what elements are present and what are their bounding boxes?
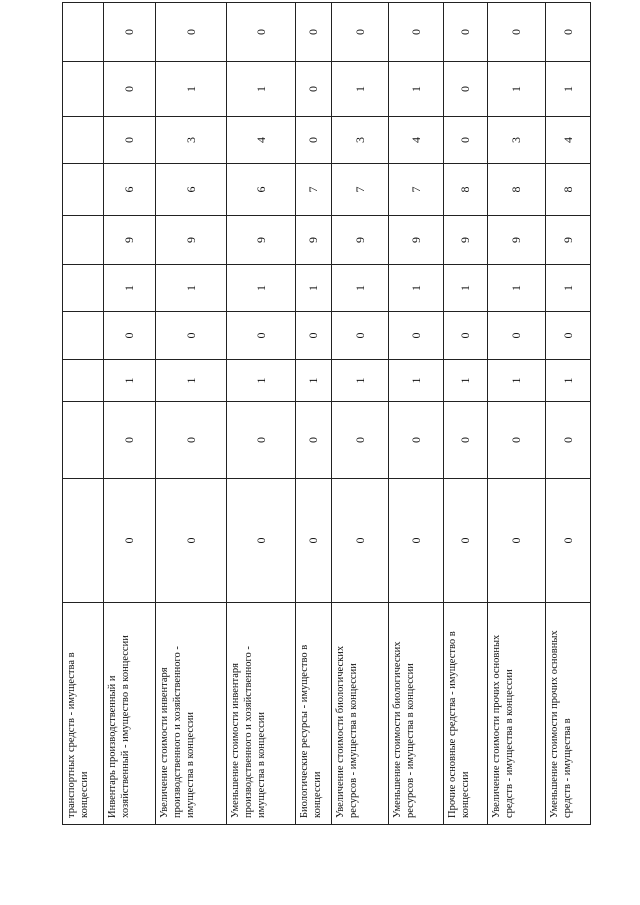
code-digit-cell <box>63 312 104 360</box>
code-digit-cell: 1 <box>488 265 546 312</box>
code-digit-cell: 0 <box>156 479 227 603</box>
code-digit-cell: 0 <box>296 62 332 117</box>
table-body <box>63 3 591 825</box>
code-digit-cell: 1 <box>444 265 488 312</box>
code-digit-cell: 8 <box>546 164 591 216</box>
row-label: Уменьшение стоимости биологических ресурсов - имущества в концессии <box>389 603 444 825</box>
code-digit-cell: 9 <box>227 216 296 265</box>
code-digit-cell: 0 <box>227 402 296 479</box>
code-digit-cell: 0 <box>444 479 488 603</box>
code-digit-cell: 0 <box>444 3 488 62</box>
code-digit-cell: 0 <box>104 402 156 479</box>
code-digit-cell: 0 <box>104 3 156 62</box>
code-digit-cell: 0 <box>546 312 591 360</box>
code-digit-cell: 9 <box>156 216 227 265</box>
code-digit-cell: 1 <box>156 360 227 402</box>
code-digit-cell <box>63 216 104 265</box>
code-digit-cell: 0 <box>444 117 488 164</box>
code-digit-cell: 4 <box>546 117 591 164</box>
code-digit-cell: 1 <box>444 360 488 402</box>
code-digit-cell: 1 <box>227 360 296 402</box>
code-digit-cell: 0 <box>389 3 444 62</box>
row-label: Прочие основные средства - имущество в концессии <box>444 603 488 825</box>
code-digit-cell: 1 <box>488 360 546 402</box>
table-row <box>332 3 389 825</box>
code-digit-cell: 1 <box>546 360 591 402</box>
code-digit-cell: 1 <box>332 360 389 402</box>
code-digit-cell: 7 <box>389 164 444 216</box>
code-digit-cell <box>63 3 104 62</box>
code-digit-cell: 0 <box>227 3 296 62</box>
code-digit-cell: 0 <box>332 3 389 62</box>
code-digit-cell: 6 <box>156 164 227 216</box>
code-digit-cell: 0 <box>296 312 332 360</box>
row-label: Увеличение стоимости прочих основных средств - имущества в концессии <box>488 603 546 825</box>
code-digit-cell: 0 <box>227 312 296 360</box>
code-digit-cell: 0 <box>389 312 444 360</box>
code-digit-cell: 0 <box>104 312 156 360</box>
row-label: Уменьшение стоимости прочих основных средств - имущества в <box>546 603 591 825</box>
table-row <box>546 3 591 825</box>
code-digit-cell: 1 <box>296 265 332 312</box>
code-digit-cell: 0 <box>332 312 389 360</box>
code-digit-cell: 0 <box>488 479 546 603</box>
row-label: Биологические ресурсы - имущество в концессии <box>296 603 332 825</box>
code-digit-cell: 1 <box>488 62 546 117</box>
code-digit-cell: 8 <box>444 164 488 216</box>
code-digit-cell: 6 <box>227 164 296 216</box>
code-digit-cell: 0 <box>444 312 488 360</box>
code-digit-cell: 9 <box>546 216 591 265</box>
code-digit-cell: 1 <box>332 62 389 117</box>
code-digit-cell: 9 <box>104 216 156 265</box>
code-digit-cell: 4 <box>389 117 444 164</box>
code-digit-cell: 7 <box>296 164 332 216</box>
code-digit-cell <box>63 265 104 312</box>
code-digit-cell: 1 <box>389 360 444 402</box>
code-digit-cell: 3 <box>332 117 389 164</box>
code-digit-cell: 9 <box>332 216 389 265</box>
code-digit-cell: 0 <box>104 62 156 117</box>
code-digit-cell: 0 <box>488 402 546 479</box>
code-digit-cell: 0 <box>156 312 227 360</box>
code-digit-cell: 3 <box>156 117 227 164</box>
code-digit-cell: 1 <box>227 265 296 312</box>
code-digit-cell: 9 <box>296 216 332 265</box>
code-digit-cell: 1 <box>104 360 156 402</box>
table-row <box>488 3 546 825</box>
code-digit-cell: 0 <box>296 3 332 62</box>
code-digit-cell <box>63 479 104 603</box>
code-digit-cell: 6 <box>104 164 156 216</box>
code-digit-cell: 0 <box>444 62 488 117</box>
code-digit-cell: 3 <box>488 117 546 164</box>
table-row <box>63 3 104 825</box>
code-digit-cell <box>63 402 104 479</box>
code-digit-cell: 0 <box>389 402 444 479</box>
table-row <box>156 3 227 825</box>
code-digit-cell: 0 <box>296 402 332 479</box>
account-table <box>62 2 591 825</box>
code-digit-cell: 1 <box>389 62 444 117</box>
code-digit-cell: 0 <box>332 479 389 603</box>
code-digit-cell: 1 <box>296 360 332 402</box>
code-digit-cell: 0 <box>488 312 546 360</box>
code-digit-cell: 0 <box>104 479 156 603</box>
code-digit-cell: 0 <box>296 117 332 164</box>
code-digit-cell <box>63 62 104 117</box>
code-digit-cell: 0 <box>227 479 296 603</box>
code-digit-cell: 8 <box>488 164 546 216</box>
code-digit-cell <box>63 117 104 164</box>
code-digit-cell: 0 <box>389 479 444 603</box>
code-digit-cell: 1 <box>546 265 591 312</box>
code-digit-cell <box>63 360 104 402</box>
code-digit-cell: 0 <box>296 479 332 603</box>
row-label: Уменьшение стоимости инвентаря производственного и хозяйственного - имущества в концессии <box>227 603 296 825</box>
code-digit-cell: 0 <box>488 3 546 62</box>
code-digit-cell: 0 <box>546 3 591 62</box>
code-digit-cell: 0 <box>104 117 156 164</box>
code-digit-cell: 9 <box>488 216 546 265</box>
row-label: Увеличение стоимости инвентаря производственного и хозяйственного - имущества в концессии <box>156 603 227 825</box>
code-digit-cell: 7 <box>332 164 389 216</box>
row-label: Увеличение стоимости биологических ресурсов - имущества в концессии <box>332 603 389 825</box>
code-digit-cell: 0 <box>546 402 591 479</box>
code-digit-cell: 0 <box>546 479 591 603</box>
code-digit-cell: 1 <box>546 62 591 117</box>
code-digit-cell <box>63 164 104 216</box>
table-row <box>104 3 156 825</box>
code-digit-cell: 1 <box>227 62 296 117</box>
table-row <box>389 3 444 825</box>
row-label: Инвентарь производственный и хозяйственный - имущество в концессии <box>104 603 156 825</box>
row-label: транспортных средств - имущества в концессии <box>63 603 104 825</box>
code-digit-cell: 0 <box>156 3 227 62</box>
code-digit-cell: 1 <box>389 265 444 312</box>
code-digit-cell: 1 <box>104 265 156 312</box>
code-digit-cell: 9 <box>389 216 444 265</box>
code-digit-cell: 0 <box>444 402 488 479</box>
code-digit-cell: 4 <box>227 117 296 164</box>
code-digit-cell: 0 <box>332 402 389 479</box>
code-digit-cell: 1 <box>156 62 227 117</box>
code-digit-cell: 1 <box>332 265 389 312</box>
table-row <box>444 3 488 825</box>
code-digit-cell: 1 <box>156 265 227 312</box>
table-row <box>296 3 332 825</box>
code-digit-cell: 0 <box>156 402 227 479</box>
table-row <box>227 3 296 825</box>
code-digit-cell: 9 <box>444 216 488 265</box>
